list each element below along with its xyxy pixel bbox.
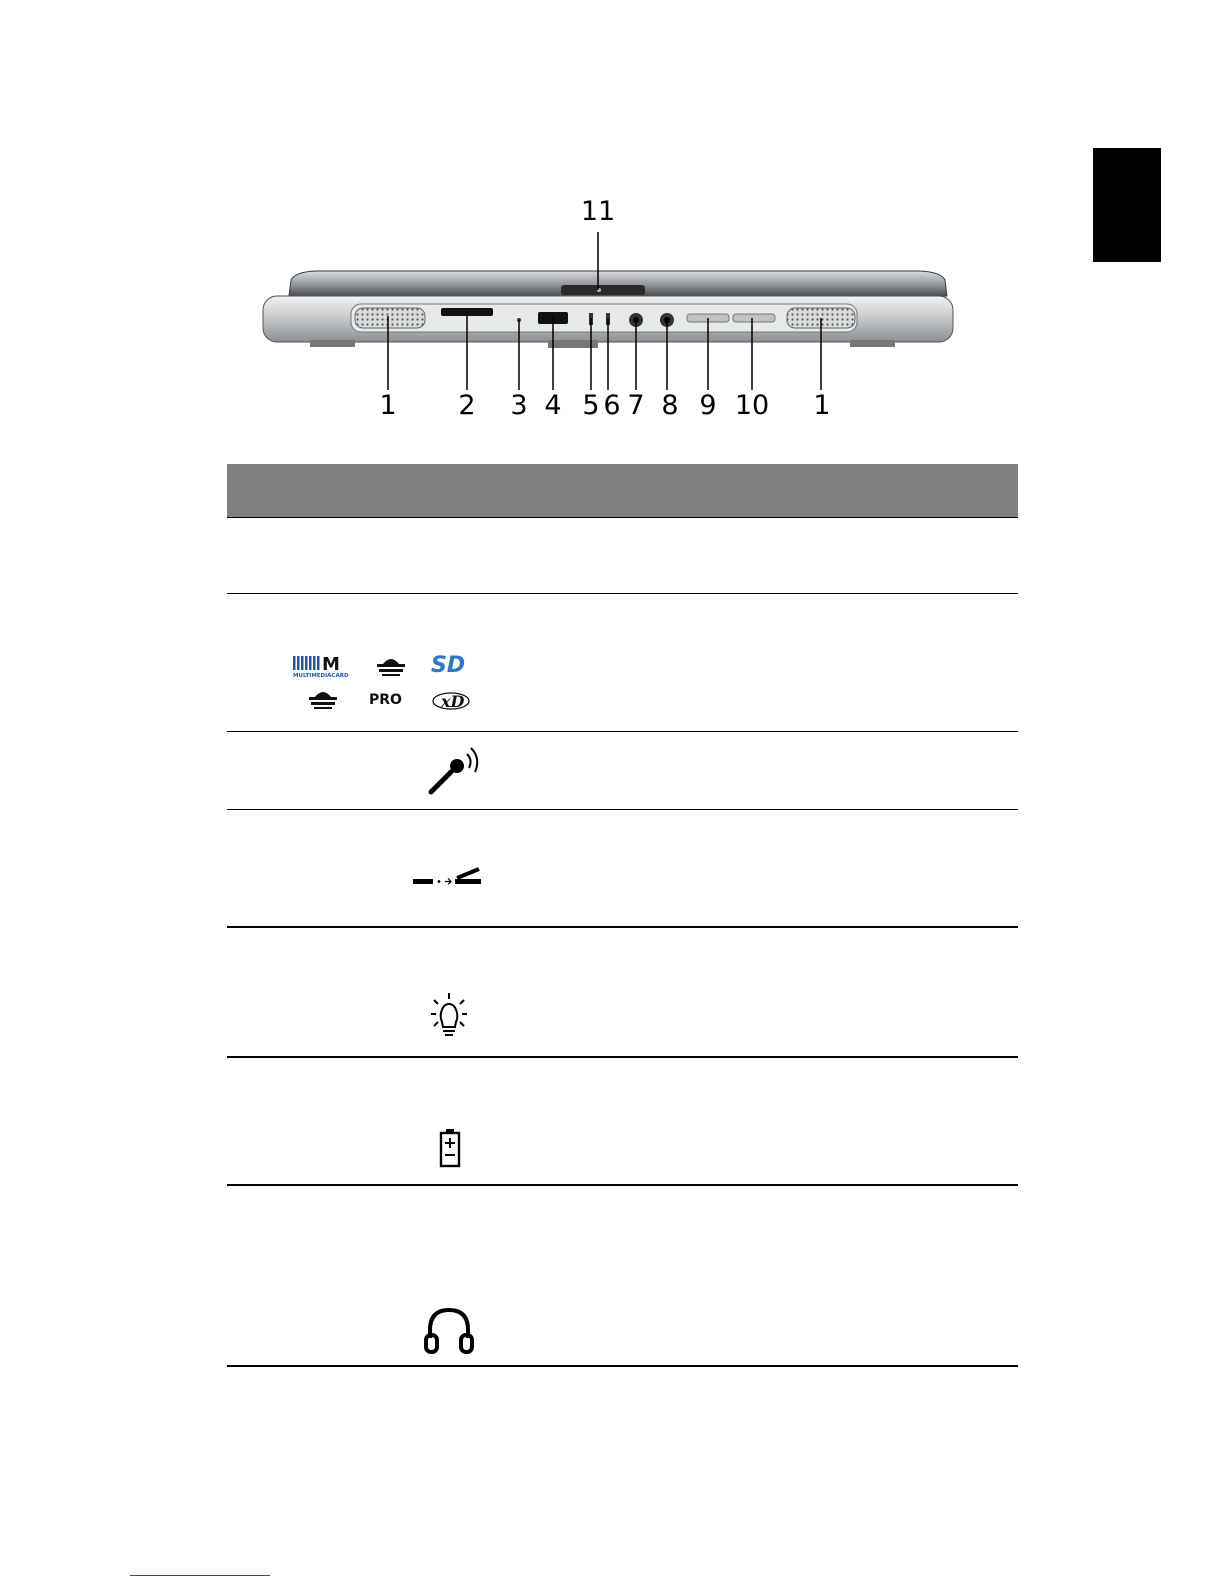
table-row-card-reader <box>227 594 1018 732</box>
light-bulb-icon <box>429 992 469 1036</box>
memory-stick-icon <box>377 659 405 676</box>
table-row-infrared <box>227 810 1018 928</box>
callout-9: 9 <box>699 390 717 421</box>
table-row-speakers <box>227 517 1018 594</box>
headphones-icon <box>423 1304 475 1356</box>
table-row-battery-indicator <box>227 1058 1018 1186</box>
svg-text:xD: xD <box>441 692 465 711</box>
latch <box>561 285 645 295</box>
chapter-thumb-tab <box>1093 148 1161 262</box>
callout-11: 11 <box>580 196 616 227</box>
table-header <box>227 464 1018 517</box>
callout-1-left: 1 <box>379 390 397 421</box>
callout-4: 4 <box>544 390 562 421</box>
infrared-icon <box>413 867 483 891</box>
callout-3: 3 <box>510 390 528 421</box>
table-row-power-indicator <box>227 928 1018 1058</box>
battery-icon <box>439 1128 461 1168</box>
callout-10: 10 <box>734 390 770 421</box>
footer-link-underline <box>130 1575 270 1576</box>
notebook-front-view-figure <box>255 192 975 432</box>
table-row-microphone <box>227 732 1018 810</box>
xd-picture-card-logo <box>433 692 469 711</box>
multimediacard-logo <box>293 654 349 679</box>
microphone-icon <box>427 746 481 796</box>
speaker-left <box>355 308 425 328</box>
callout-6: 6 <box>603 390 621 421</box>
component-table <box>227 464 1018 1367</box>
table-row-headphones <box>227 1186 1018 1367</box>
sd-card-logo: SD <box>431 654 466 678</box>
svg-text:MULTIMEDIACARD: MULTIMEDIACARD <box>293 673 349 679</box>
card-format-logos <box>293 654 483 720</box>
memory-stick-pro-logo: PRO <box>369 692 402 708</box>
callout-2: 2 <box>458 390 476 421</box>
svg-text:M: M <box>322 654 340 675</box>
callout-1-right: 1 <box>813 390 831 421</box>
callout-7: 7 <box>627 390 645 421</box>
callout-8: 8 <box>661 390 679 421</box>
memory-stick-icon <box>309 692 337 709</box>
callout-5: 5 <box>582 390 600 421</box>
